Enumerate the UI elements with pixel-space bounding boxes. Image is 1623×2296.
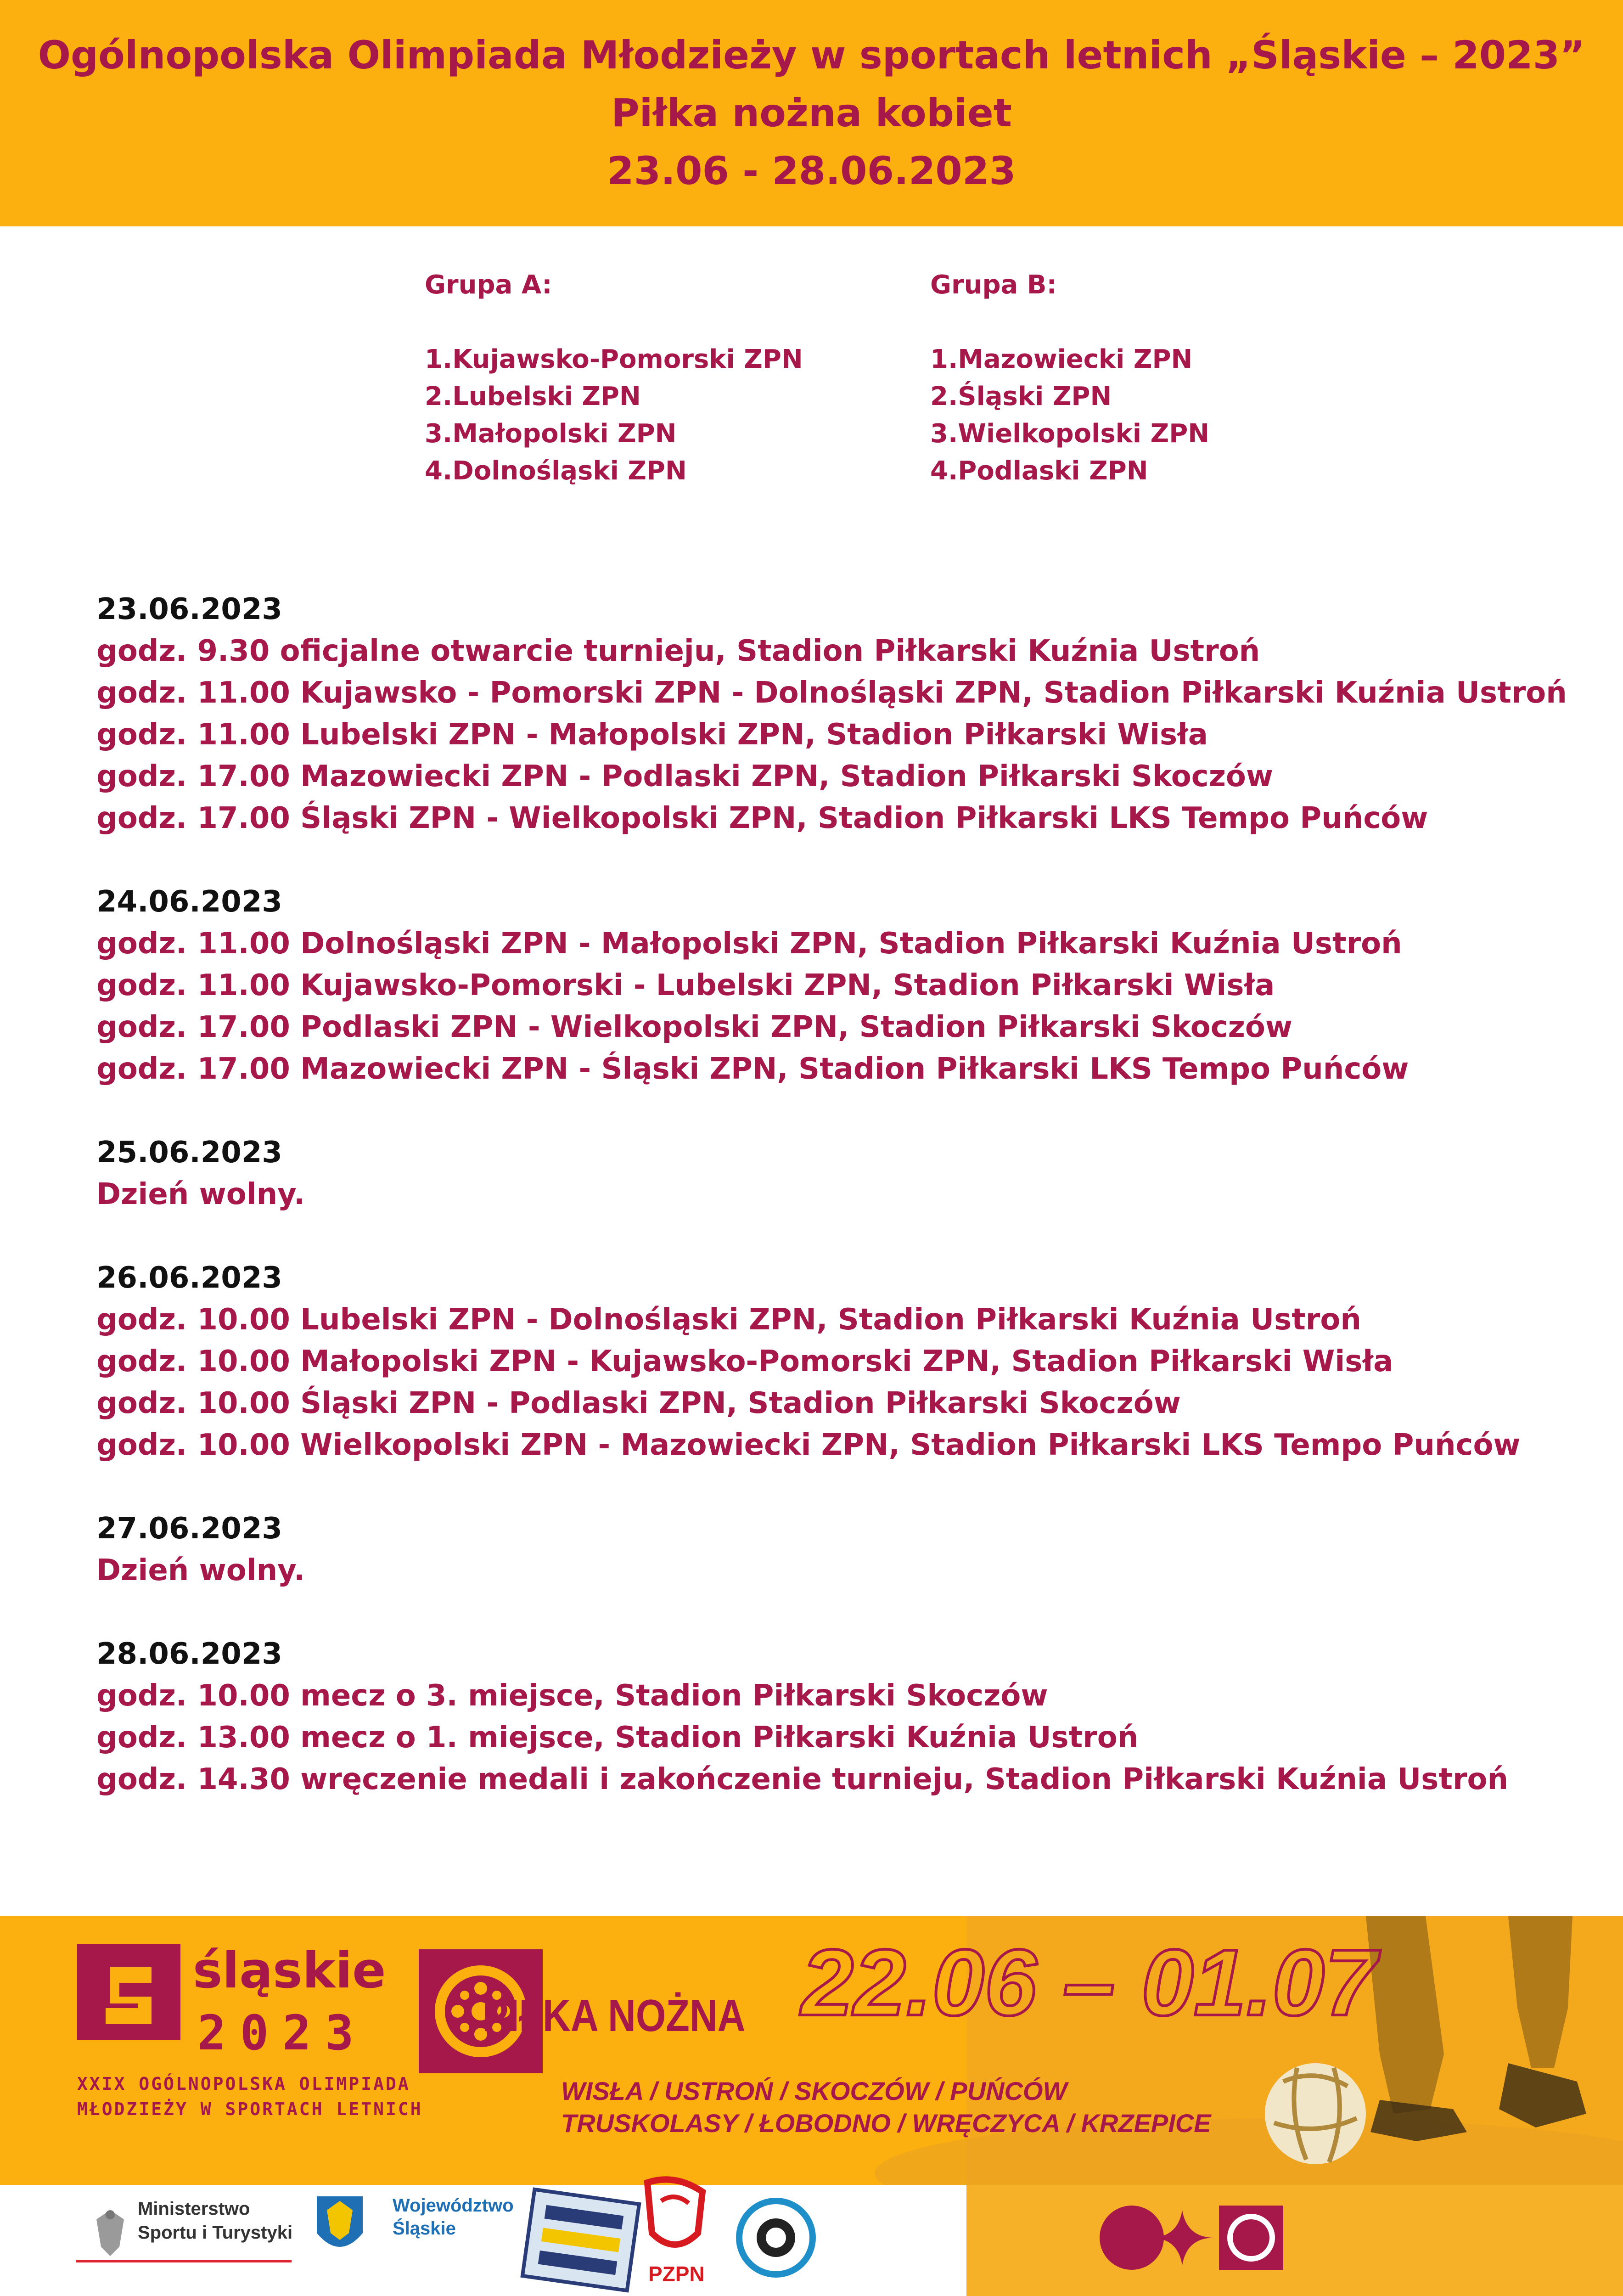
schedule-line: godz. 11.00 Kujawsko-Pomorski - Lubelski ZPN, Stadion Piłkarski Wisła — [96, 968, 1275, 1002]
schedule-line: Dzień wolny. — [96, 1553, 305, 1587]
schedule-line: godz. 17.00 Podlaski ZPN - Wielkopolski ZPN, Stadion Piłkarski Skoczów — [96, 1010, 1292, 1044]
group-team: 4.Dolnośląski ZPN — [425, 456, 687, 486]
schedule-day — [96, 881, 1566, 1090]
schedule-line: godz. 11.00 Lubelski ZPN - Małopolski ZPN, Stadion Piłkarski Wisła — [96, 718, 1208, 752]
schedule-line: godz. 11.00 Kujawsko - Pomorski ZPN - Dolnośląski ZPN, Stadion Piłkarski Kuźnia Ustroń — [96, 676, 1567, 710]
regional-union-ball-icon — [739, 2201, 813, 2274]
group-title: Grupa A: — [425, 270, 552, 300]
brand-sub-1: XXIX OGÓLNOPOLSKA OLIMPIADA — [77, 2074, 410, 2094]
group-team: 3.Małopolski ZPN — [425, 419, 677, 449]
ministry-line-2: Sportu i Turystyki — [138, 2223, 293, 2243]
day-date: 27.06.2023 — [96, 1512, 282, 1546]
schedule-line: godz. 13.00 mecz o 1. miejsce, Stadion Piłkarski Kuźnia Ustroń — [96, 1721, 1139, 1755]
discipline-label: PIŁKA NOŻNA — [482, 1991, 746, 2041]
group-team: 2.Śląski ZPN — [930, 382, 1112, 411]
day-date: 26.06.2023 — [96, 1261, 282, 1295]
group-team: 4.Podlaski ZPN — [930, 456, 1148, 486]
schedule-line: godz. 10.00 Wielkopolski ZPN - Mazowiecki ZPN, Stadion Piłkarski LKS Tempo Puńców — [96, 1428, 1521, 1462]
header-banner — [0, 0, 1623, 226]
schedule-day — [96, 1132, 1566, 1216]
sport-federation-icon — [522, 2189, 639, 2290]
schedule-line: godz. 10.00 Lubelski ZPN - Dolnośląski ZPN, Stadion Piłkarski Kuźnia Ustroń — [96, 1303, 1361, 1337]
schedule-day — [96, 1508, 1566, 1592]
schedule-line: godz. 17.00 Mazowiecki ZPN - Podlaski ZPN, Stadion Piłkarski Skoczów — [96, 760, 1273, 793]
page-subtitle: Piłka nożna kobiet — [611, 90, 1012, 135]
schedule-line: godz. 10.00 mecz o 3. miejsce, Stadion Piłkarski Skoczów — [96, 1679, 1048, 1713]
day-date: 24.06.2023 — [96, 885, 282, 919]
brand-word: śląskie — [193, 1942, 386, 1999]
venues-line-1: WISŁA / USTROŃ / SKOCZÓW / PUŃCÓW — [561, 2077, 1067, 2105]
slaskie-logo-icon — [77, 1944, 180, 2040]
ministry-line-1: Ministerstwo — [138, 2199, 250, 2219]
group-team: 3.Wielkopolski ZPN — [930, 419, 1210, 449]
schedule-day — [96, 1633, 1566, 1801]
photo-bottom — [966, 2185, 1623, 2296]
venues-line-2: TRUSKOLASY / ŁOBODNO / WRĘCZYCA / KRZEPICE — [561, 2109, 1211, 2138]
schedule-day — [96, 589, 1566, 839]
region-line-1: Województwo — [393, 2195, 514, 2216]
group-title: Grupa B: — [930, 270, 1057, 300]
day-date: 23.06.2023 — [96, 592, 282, 626]
brand-year: 2023 — [197, 2005, 368, 2061]
schedule-line: godz. 17.00 Mazowiecki ZPN - Śląski ZPN, Stadion Piłkarski LKS Tempo Puńców — [96, 1052, 1409, 1086]
region-line-2: Śląskie — [393, 2218, 456, 2239]
group-team: 2.Lubelski ZPN — [425, 382, 641, 411]
region-crest-icon — [317, 2196, 363, 2247]
day-date: 28.06.2023 — [96, 1637, 282, 1671]
schedule-line: Dzień wolny. — [96, 1177, 305, 1211]
day-date: 25.06.2023 — [96, 1136, 282, 1170]
page-title: Ogólnopolska Olimpiada Młodzieży w sportach letnich „Śląskie – 2023” — [38, 33, 1585, 78]
schedule-line: godz. 11.00 Dolnośląski ZPN - Małopolski ZPN, Stadion Piłkarski Kuźnia Ustroń — [96, 927, 1402, 961]
schedule-line: godz. 10.00 Małopolski ZPN - Kujawsko-Pomorski ZPN, Stadion Piłkarski Wisła — [96, 1345, 1393, 1379]
group-b — [930, 266, 1209, 490]
group-team: 1.Kujawsko-Pomorski ZPN — [425, 344, 803, 374]
schedule-day — [96, 1257, 1566, 1466]
schedule-line: godz. 17.00 Śląski ZPN - Wielkopolski ZPN, Stadion Piłkarski LKS Tempo Puńców — [96, 801, 1428, 835]
footer — [0, 1916, 1623, 2296]
ministry-eagle-icon — [96, 2210, 124, 2256]
schedule-line: godz. 10.00 Śląski ZPN - Podlaski ZPN, Stadion Piłkarski Skoczów — [96, 1386, 1181, 1420]
brand-sub-2: MŁODZIEŻY W SPORTACH LETNICH — [77, 2099, 423, 2119]
schedule-line: godz. 9.30 oficjalne otwarcie turnieju, Stadion Piłkarski Kuźnia Ustroń — [96, 634, 1260, 668]
event-dates: 22.06 – 01.07 — [801, 1930, 1377, 2035]
pzpn-eagle-icon — [647, 2179, 702, 2245]
group-a — [425, 266, 803, 490]
page-dates: 23.06 - 28.06.2023 — [607, 148, 1016, 193]
schedule — [96, 589, 1566, 1842]
pzpn-label: PZPN — [648, 2262, 705, 2286]
schedule-line: godz. 14.30 wręczenie medali i zakończenie turnieju, Stadion Piłkarski Kuźnia Ustroń — [96, 1762, 1509, 1796]
group-team: 1.Mazowiecki ZPN — [930, 344, 1193, 374]
